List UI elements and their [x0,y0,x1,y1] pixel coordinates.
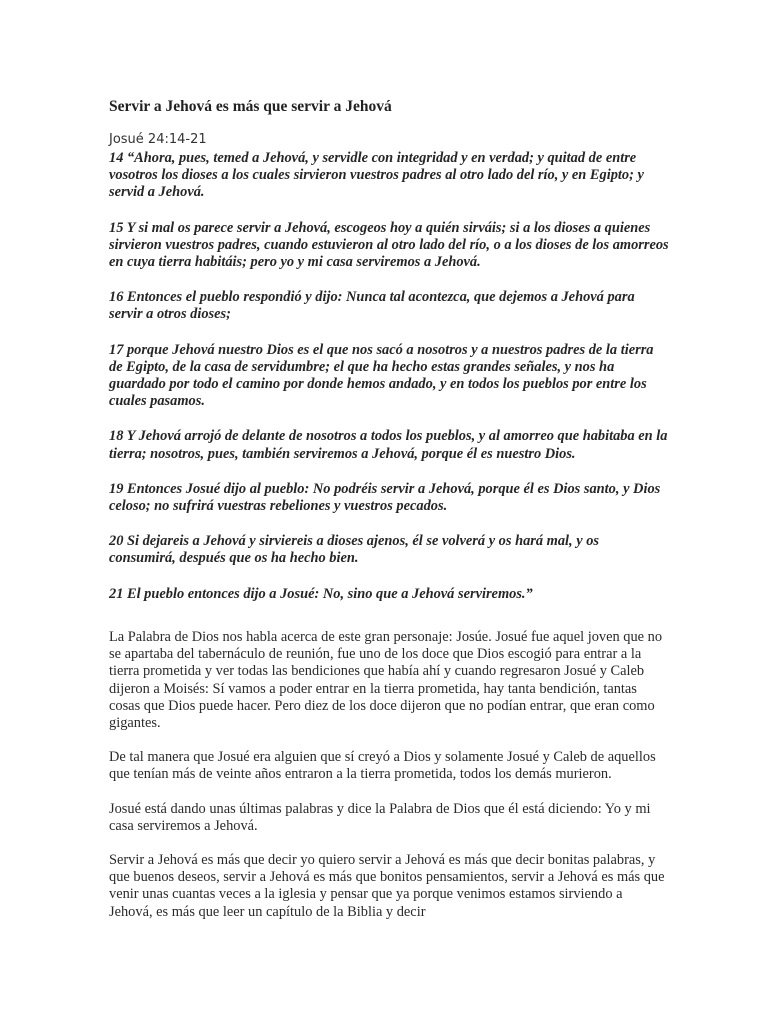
verse-14: 14 “Ahora, pues, temed a Jehová, y servidle con integridad y en verdad; y quitad de entre vosotros los dioses a los cuales sirvieron vuestros padres al otro lado del río, y en Egipto; y servid a Jehová. [109,150,644,201]
scripture-reference: Josué 24:14-21 [109,132,207,147]
verse-15: 15 Y si mal os parece servir a Jehová, escogeos hoy a quién sirváis; si a los dioses a quienes sirvieron vuestros padres, cuando estuvieron al otro lado del río, o a los dioses de los amorreos en cuya tierra habitáis; pero yo y mi casa serviremos a Jehová. [109,219,669,271]
paragraph: Servir a Jehová es más que decir yo quiero servir a Jehová es más que decir bonitas palabras, y que buenos deseos, servir a Jehová es más que bonitos pensamientos, servir a Jehová es más que venir unas cuantas veces a la iglesia y pensar que ya porque venimos estamos sirviendo a Jehová, es más que leer un capítulo de la Biblia y decir [109,852,665,920]
paragraph: De tal manera que Josué era alguien que sí creyó a Dios y solamente Josué y Caleb de aquellos que tenían más de veinte años entraron a la tierra prometida, todos los demás murieron. [109,749,656,783]
paragraph: La Palabra de Dios nos habla acerca de este gran personaje: Josúe. Josué fue aquel joven que no se apartaba del tabernáculo de reunión, fue uno de los doce que Dios escogió para entrar a la tierra prometida y ver todas las bendiciones que había ahí y cuando regresaron Josué y Caleb dijeron a Moisés: Sí vamos a poder entrar en la tierra prometida, hay tanta bendición, tantas cosas que Dios puede hacer. Pero diez de los doce dijeron que no podían entrar, que eran como gigantes. [109,629,663,732]
verse-17: 17 porque Jehová nuestro Dios es el que nos sacó a nosotros y a nuestros padres de la tierra de Egipto, de la casa de servidumbre; el que ha hecho estas grandes señales, y nos ha guardado por todo el camino por donde hemos andado, y en todos los pueblos por entre los cuales pasamos. [109,341,654,410]
verse-20: 20 Si dejareis a Jehová y sirviereis a dioses ajenos, él se volverá y os hará mal, y os consumirá, después que os ha hecho bien. [109,533,600,567]
paragraph: Josué está dando unas últimas palabras y dice la Palabra de Dios que él está diciendo: Yo y mi casa serviremos a Jehová. [109,800,651,834]
verse-list [109,150,669,621]
verse-16: 16 Entonces el pueblo respondió y dijo: Nunca tal acontezca, que dejemos a Jehová para servir a otros dioses; [109,289,635,323]
document-title: Servir a Jehová es más que servir a Jehová [109,98,392,115]
verse-19: 19 Entonces Josué dijo al pueblo: No podréis servir a Jehová, porque él es Dios santo, y Dios celoso; no sufrirá vuestras rebeliones y vuestros pecados. [109,480,661,515]
verse-21: 21 El pueblo entonces dijo a Josué: No, sino que a Jehová serviremos.” [109,585,533,602]
verse-18: 18 Y Jehová arrojó de delante de nosotros a todos los pueblos, y al amorreo que habitaba en la tierra; nosotros, pues, también serviremos a Jehová, porque él es nuestro Dios. [109,428,668,462]
body-text [109,629,669,938]
